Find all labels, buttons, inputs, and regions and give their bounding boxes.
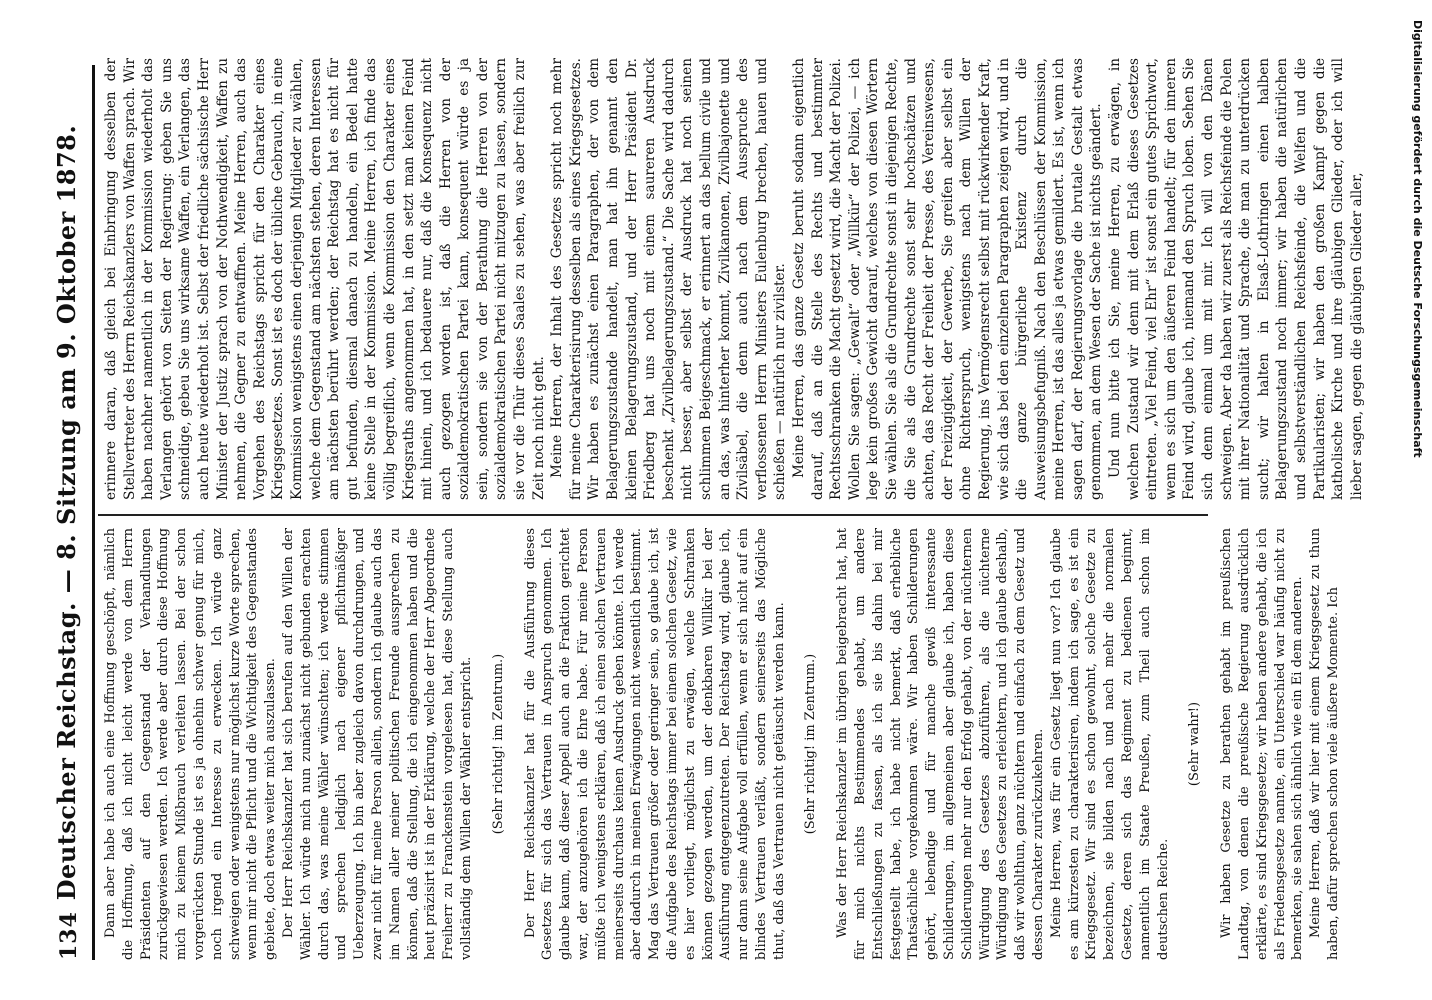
interjection: (Sehr richtig! im Zentrum.) xyxy=(803,653,819,835)
page-header xyxy=(48,65,88,960)
page-number: 134 xyxy=(56,911,82,960)
paragraph: Meine Herren, was für ein Gesetz liegt nun vor? Ich glaube es am kürzesten zu charakterisiren, indem ich sage, es ist ein Kriegsgesetz. Wir sind es schon gewohnt, solche Gesetze zu bezeichnen, sie bilden nach und nach mehr die normalen Gesetze, deren sich das Regiment zu bedienen beginnt, namentlich im Staate Preußen, zum Theil auch schon im deutschen Reiche. xyxy=(1048,528,1171,960)
column-divider xyxy=(98,514,1208,516)
digitization-credit xyxy=(1404,20,1430,960)
credit-text: Digitalisierung gefördert durch die Deutsche Forschungsgemeinschaft xyxy=(1411,20,1424,458)
paragraph: Meine Herren, der Inhalt des Gesetzes spricht noch mehr für meine Charakterisirung desselben als eines Kriegsgesetzes. Wir haben es zunächst einen Paragraphen, der von dem Belagerungszustande handelt, man hat ihn genannt den kleinen Belagerungszustand, und der Herr Präsident Dr. Friedberg hat uns noch mit einem saureren Ausdruck beschenkt „Zivilbelagerungszustand.“ Die Sache wird dadurch nicht besser, aber selbst der Ausdruck hat noch seinen schlimmen Beigeschmack, er erinnert an das bellum civile und an das, was hinterher kommt, Zivilkanonen, Zivilbajonette und Zivilsäbel, die denn auch nach dem Ausspruche des verflossenen Herrn Ministers Eulenburg brechen, hauen und schießen — natürlich nur zivilster. xyxy=(549,58,789,500)
right-column xyxy=(102,58,1366,500)
paragraph: Wir haben Gesetze zu berathen gehabt im preußischen Landtag, von denen die preußische Regierung ausdrücklich erklärte, es sind Kriegsgesetze; wir haben andere gehabt, die ich als Friedensgesetze nannte, ein Unterschied war häufig nicht zu bemerken, sie sahen sich ähnlich wie ein Ei dem anderen. xyxy=(1219,528,1306,960)
paragraph: Meine Herren, das ganze Gesetz beruht sodann eigentlich darauf, daß an die Stelle des Rechts und bestimmter Rechtsschranken die Macht gesetzt wird, die Macht der Polizei. Wollen Sie sagen: „Gewalt“ oder „Willkür“ der Polizei, — ich lege kein großes Gewicht darauf, welches von diesen Wörtern Sie wählen. Sie als die Grundrechte sonst in diejenigen Rechte, die Sie als die Grundrechte sonst sehr hochschätzen und achten, das Recht der Freiheit der Presse, des Vereinswesens, der Freizügigkeit, der Gewerbe, Sie greifen aber selbst ein ohne Richterspruch, wenigstens nach dem Willen der Regierung, ins Vermögensrecht selbst mit rückwirkender Kraft, wie sich das bei den einzelnen Paragraphen zeigen wird, und in die ganze bürgerliche Existenz durch die Ausweisungsbefugniß. Nach den Beschlüssen der Kommission, meine Herren, ist das alles ja etwas gemildert. Es ist, wenn ich sagen darf, der Regierungsvorlage die brutale Gestalt etwas genommen, an dem Wesen der Sache ist nichts geändert. xyxy=(790,58,1105,500)
paragraph: Dann aber habe ich auch eine Hoffnung geschöpft, nämlich die Hoffnung, daß ich nicht leicht werde von dem Herrn Präsidenten auf den Gegenstand der Verhandlungen zurückgewiesen werden. Ich werde aber durch diese Hoffnung mich zu keinem Mißbrauch verleiten lassen. Bei der schon vorgerückten Stunde ist es ja ohnehin schwer genug für mich, noch irgend ein Interesse zu erwecken. Ich würde ganz schweigen oder wenigstens nur möglichst kurze Worte sprechen, wenn mir nicht die Pflicht und die Wichtigkeit des Gegenstandes gebiete, doch etwas weiter mich auszulassen. xyxy=(103,528,279,960)
running-title: Deutscher Reichstag. — 8. Sitzung am 9. Oktober 1878. xyxy=(52,124,81,901)
paragraph: Der Herr Reichskanzler hat sich berufen auf den Willen der Wähler. Ich würde mich nun zunächst nicht gebunden erachten durch das, was meine Wähler wünschten; ich werde stimmen und sprechen lediglich nach eigener pflichtmäßiger Ueberzeugung. Ich bin aber zugleich davon durchdrungen, und zwar nicht für meine Person allein, sondern ich glaube auch das im Namen aller meiner politischen Freunde aussprechen zu können, daß die Stellung, die ich eingenommen haben und die heut präzisirt ist in der Erklärung, welche der Herr Abgeordnete Freiherr zu Franckenstein vorgelesen hat, diese Stellung auch vollständig dem Willen der Wähler entspricht. xyxy=(280,528,474,960)
paragraph: Und nun bitte ich Sie, meine Herren, zu erwägen, in welchen Zustand wir denn mit dem Erlaß dieses Gesetzes eintreten. „Viel Feind, viel Ehr“ ist sonst ein gutes Sprichwort, wenn es sich um den äußeren Feind handelt; für den inneren Feind wird, glaube ich, niemand den Spruch loben. Sehen Sie sich denn einmal um mit mir. Ich will von den Dänen schweigen. Aber da haben wir zuerst als Reichsfeinde die Polen mit ihrer Nationalität und Sprache, die man zu unterdrücken sucht; wir halten in Elsaß-Lothringen einen halben Belagerungszustand noch immer; wir haben die natürlichen und selbstverständlichen Reichsfeinde, die Welfen und die Partikularisten; wir haben den großen Kampf gegen die katholische Kirche und ihre gläubigen Glieder, oder ich will lieber sagen, gegen die gläubigen Glieder aller, xyxy=(1107,58,1365,500)
paragraph: Meine Herren, daß wir hier mit einem Kriegsgesetz zu thun haben, dafür sprechen schon viele äußere Momente. Ich xyxy=(1308,528,1341,960)
interjection: (Sehr richtig! im Zentrum.) xyxy=(490,653,506,835)
paragraph: Was der Herr Reichskanzler im übrigen beigebracht hat, hat für mich nichts Bestimmendes gehabt, um andere Entschließungen zu fassen, als ich sie bis dahin bei mir festgestellt habe, ich habe nicht bemerkt, daß erhebliche Thatsächliche vorgekommen wäre. Wir haben Schilderungen gehört, lebendige und für manche gewiß interessante Schilderungen, im allgemeinen aber glaube ich, haben diese Schilderungen mehr nur den Erfolg gehabt, von der nüchternen Würdigung des Gesetzes abzuführen, als die nüchterne Würdigung des Gesetzes zu erleichtern, und ich glaube deshalb, daß wir wohlthun, ganz nüchtern und einfach zu dem Gesetz und dessen Charakter zurückzukehren. xyxy=(835,528,1047,960)
header-rule xyxy=(92,65,95,960)
paragraph: erinnere daran, daß gleich bei Einbringung desselben der Stellvertreter des Herrn Reichskanzlers von Waffen sprach. Wir haben nachher namentlich in der Kommission wiederholt das Verlangen gehört von Seiten der Regierung: geben Sie uns schneidige, gebeu Sie uns wirksame Waffen, ein Verlangen, das auch heute wiederholt ist. Selbst der friedliche sächsische Herr Minister der Justiz sprach von der Nothwendigkeit, Waffen zu nehmen, die Gegner zu entwaffnen. Meine Herren, auch das Vorgehen des Reichstags spricht für den Charakter eines Kriegsgesetzes. Sonst ist es doch der übliche Gebrauch, in eine Kommission wenigstens einen derjenigen Mitglieder zu wählen, welche dem Gegenstand am nächsten stehen, deren Interessen am nächsten berührt werden; der Reichstag hat es nicht für gut befunden, diesmal danach zu handeln, ein Bedel hatte keine Stelle in der Kommission. Meine Herren, ich finde das völlig begreiflich, wenn die Kommission den Charakter eines Kriegsraths angenommen hat, in den setzt man keinen Feind mit hinein, und ich bedauere nur, daß die Konsequenz nicht auch gezogen worden ist, daß die Herren von der sozialdemokratischen Partei kann, konsequent würde es ja sein, sondern sie von der Berathung die Herren von der sozialdemokratischen Partei nicht mitzugen zu lassen, sondern sie vor die Thür dieses Saales zu sehen, was aber freilich zur Zeit noch nicht geht. xyxy=(103,58,547,500)
interjection: (Sehr wahr!) xyxy=(1187,701,1203,787)
paragraph: Der Herr Reichskanzler hat für die Ausführung dieses Gesetzes für sich das Vertrauen in Anspruch genommen. Ich glaube kaum, daß dieser Appell auch an die Fraktion gerichtet war, der anzugehören ich die Ehre habe. Für meine Person müßte ich wenigstens erklären, daß ich einen solchen Vertrauen meinerseits durchaus keinen Ausdruck geben könnte. Ich werde aber dadurch in meinen Erwägungen nicht wesentlich bestimmt. Mag das Vertrauen größer oder geringer sein, so glaube ich, ist die Aufgabe des Reichstags immer bei einem solchen Gesetz, wie es hier vorliegt, möglichst zu erwägen, welche Schranken können gezogen werden, um der denkbaren Willkür bei der Ausführung entgegenzutreten. Der Reichstag wird, glaube ich, nur dann seine Aufgabe voll erfüllen, wenn er sich nicht auf ein blindes Vertrauen verläßt, sondern seinerseits das Mögliche thut, daß das Vertrauen nicht getäuscht werden kann. xyxy=(522,528,787,960)
left-column xyxy=(102,528,1343,960)
